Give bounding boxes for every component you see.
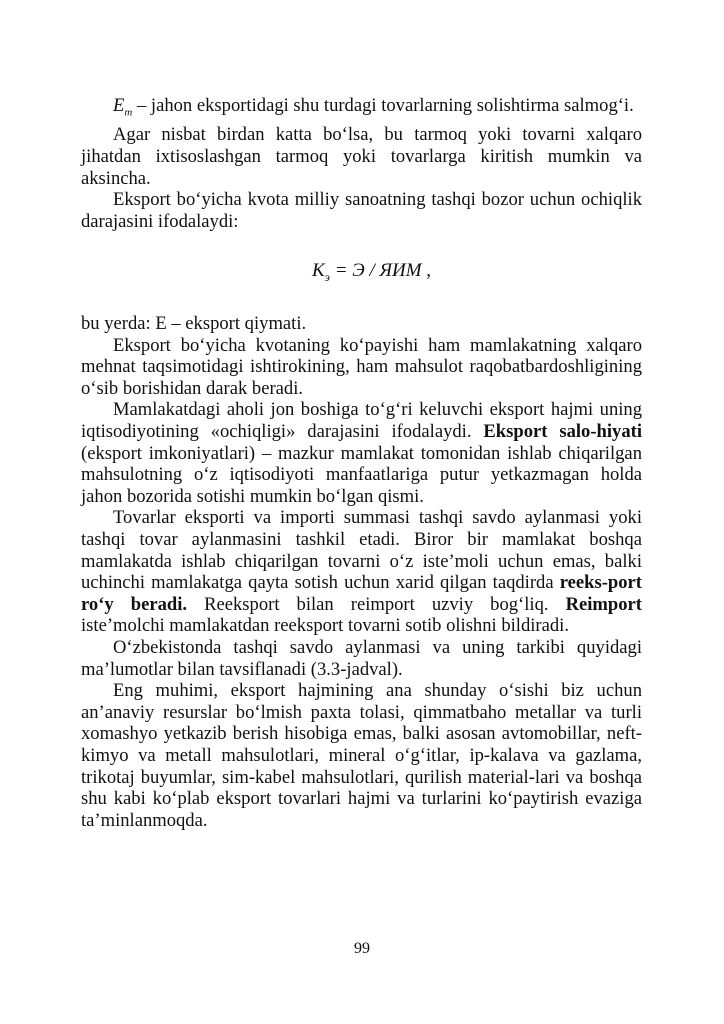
paragraph-export-quota: Eksport bo‘yicha kvota milliy sanoatning tashqi bozor uchun ochiqlik darajasini ifodalaydi: xyxy=(81,189,642,232)
formula-rhs: = Э / ЯИМ , xyxy=(329,260,432,282)
term-reexport: reeks-port ro‘y beradi. xyxy=(81,572,642,615)
p7-text3: iste’molchi mamlakatdan reeksport tovarni sotib olishni bildiradi. xyxy=(81,615,569,637)
symbol-em xyxy=(113,95,133,119)
paragraph-export-growth: Eng muhimi, eksport hajmining ana shunday o‘sishi biz uchun an’anaviy resurslar bo‘lmish paxta tolasi, qimmatbaho metallar va turli xomashyo yetkazib berish hisobiga emas, balki asosan avtomobillar, neft-kimyo va metall mahsulotlari, mineral o‘g‘itlar, ip-kalava va gazlama, trikotaj buyumlar, sim-kabel mahsulotlari, qurilish material-lari va boshqa shu kabi ko‘plab eksport tovarlari hajmi va turlarini ko‘paytirish evaziga ta’minlanmoqda. xyxy=(81,680,642,831)
p7-text1: Tovarlar eksporti va importi summasi tashqi savdo aylanmasi yoki tashqi tovar aylanmasini tashkil etadi. Biror bir mamlakat boshqa mamlakatda ishlab chiqarilgan tovarni o‘z iste’moli uchun emas, balki uchinchi mamlakatga qayta sotish uchun xarid qilgan taqdirda xyxy=(81,507,642,594)
paragraph-reexport xyxy=(81,507,642,637)
term-reimport: Reimport xyxy=(565,593,642,615)
formula-lhs-sub: э xyxy=(324,270,330,285)
symbol-em-base: E xyxy=(113,95,125,116)
p6-text2: (eksport imkoniyatlari) – mazkur mamlakat tomonidan ishlab chiqarilgan mahsulotning o‘z iqtisodiyoti manfaatlariga putur yetkazmagan holda jahon bozorida sotishi mumkin bo‘lgan qismi. xyxy=(81,442,642,507)
p7-text2: Reeksport bilan reimport uzviy bog‘liq. xyxy=(187,593,566,615)
paragraph-em-definition xyxy=(81,95,642,124)
paragraph-em-text: – jahon eksportidagi shu turdagi tovarlarning solishtirma salmog‘i. xyxy=(132,95,634,116)
p6-text1: Mamlakatdagi aholi jon boshiga to‘g‘ri keluvchi eksport hajmi uning iqtisodiyotining «ochiqligi» darajasini ifodalaydi. xyxy=(81,399,642,443)
paragraph-export-potential xyxy=(81,399,642,507)
paragraph-quota-growth: Eksport bo‘yicha kvotaning ko‘payishi ham mamlakatning xalqaro mehnat taqsimotidagi ishtirokining, ham mahsulot raqobatbardoshligining o‘sib borishidan darak beradi. xyxy=(81,334,642,399)
formula-lhs: K xyxy=(311,260,325,282)
page-body xyxy=(81,95,642,831)
page-number: 99 xyxy=(354,940,370,957)
paragraph-uzbekistan-trade: O‘zbekistonda tashqi savdo aylanmasi va uning tarkibi quyidagi ma’lumotlar bilan tavsiflanadi (3.3-jadval). xyxy=(81,636,642,680)
paragraph-ratio: Agar nisbat birdan katta bo‘lsa, bu tarmoq yoki tovarni xalqaro jihatdan ixtisoslashgan tarmoq yoki tovarlarga kiritish mumkin va aksincha. xyxy=(81,124,642,189)
symbol-em-sub: m xyxy=(124,106,133,119)
formula-export-quota xyxy=(81,259,642,289)
term-export-potential: Eksport salo-hiyati xyxy=(483,421,642,443)
paragraph-where: bu yerda: E – eksport qiymati. xyxy=(81,313,307,335)
